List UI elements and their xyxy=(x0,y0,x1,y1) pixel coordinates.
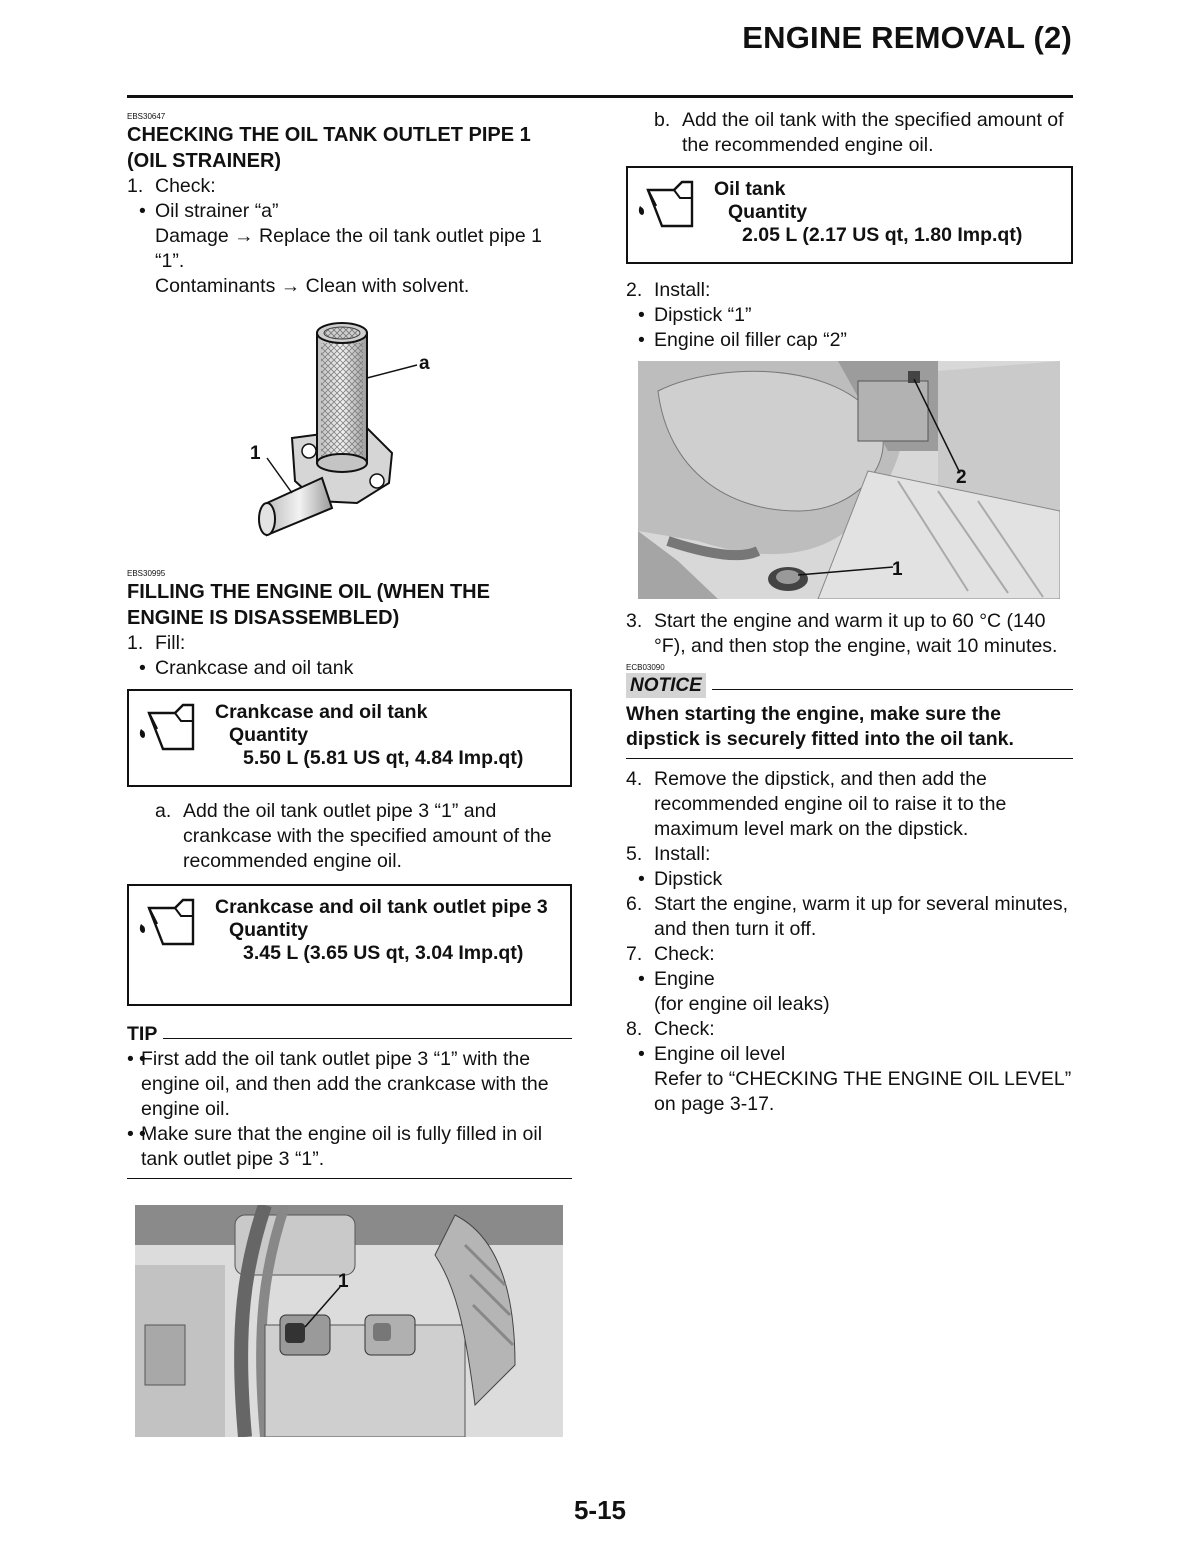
tip-bullet: • • Make sure that the engine oil is fully filled in oil tank outlet pipe 3 “1”. xyxy=(127,1122,572,1172)
bullet-item: • Crankcase and oil tank xyxy=(127,656,572,681)
notice-end-rule xyxy=(626,758,1073,759)
tip-label: TIP xyxy=(127,1023,158,1045)
section-code: EBS30647 xyxy=(127,112,166,121)
section-title-oil-strainer: CHECKING THE OIL TANK OUTLET PIPE 1 (OIL STRAINER) xyxy=(127,124,531,172)
step-text: Install: xyxy=(654,279,711,301)
reference-line: Refer to “CHECKING THE ENGINE OIL LEVEL” on page 3-17. xyxy=(654,1068,1072,1115)
substep-text: Add the oil tank with the specified amount of the recommended engine oil. xyxy=(682,109,1064,156)
detail-line: Damage → Replace the oil tank outlet pipe 1 “1”. xyxy=(155,225,542,272)
step-text: Start the engine, warm it up for several minutes, and then turn it off. xyxy=(654,893,1069,940)
step-number: 8. xyxy=(626,1018,643,1040)
substep-letter: b. xyxy=(654,109,671,131)
step-item xyxy=(626,942,1073,967)
step-number: 4. xyxy=(626,768,643,790)
tip-end-rule xyxy=(127,1178,572,1179)
step-text: Check: xyxy=(654,1018,715,1040)
step-number: 7. xyxy=(626,943,643,965)
bullet-item: • Dipstick xyxy=(626,867,1073,892)
step-text: Start the engine and warm it up to 60 °C (140 °F), and then stop the engine, wait 10 minutes. xyxy=(654,610,1058,657)
photo-callout-1: 1 xyxy=(338,1271,349,1292)
photo-callout-1: 1 xyxy=(892,559,903,580)
figure-callout-a: a xyxy=(419,353,430,374)
step-item xyxy=(626,1017,1073,1042)
substep-text: Add the oil tank outlet pipe 3 “1” and crankcase with the specified amount of the recommended engine oil. xyxy=(183,800,552,872)
title-rule xyxy=(127,95,1073,98)
step-number: 3. xyxy=(626,610,643,632)
step-text: Install: xyxy=(654,843,711,865)
tip-bullet: • • First add the oil tank outlet pipe 3 “1” with the engine oil, and then add the crankcase with the engine oil. xyxy=(127,1047,572,1122)
detail-line: Contaminants → Clean with solvent. xyxy=(155,275,470,297)
bullet-item: • Oil strainer “a” xyxy=(127,199,572,224)
oil-strainer-drawing xyxy=(127,303,572,569)
step-item xyxy=(127,174,572,199)
spec-box-outlet-pipe xyxy=(127,884,572,1006)
spec-box-oil-tank xyxy=(626,166,1073,264)
left-column xyxy=(127,108,572,1437)
step-item xyxy=(626,278,1073,303)
step-text: Check: xyxy=(155,175,216,197)
oil-can-icon xyxy=(135,697,201,755)
section-title-filling-oil: FILLING THE ENGINE OIL (WHEN THE ENGINE IS DISASSEMBLED) xyxy=(127,581,490,629)
page-title: ENGINE REMOVAL (2) xyxy=(742,20,1072,55)
spec-quantity-label: Quantity xyxy=(229,724,309,746)
step-text: Fill: xyxy=(155,632,186,654)
oil-can-icon xyxy=(135,892,201,950)
spec-name: Crankcase and oil tank outlet pipe 3 xyxy=(215,896,548,918)
step-number: 2. xyxy=(626,279,643,301)
step-item xyxy=(626,767,1073,842)
notice-label: NOTICE xyxy=(626,673,706,698)
notice-text: When starting the engine, make sure the dipstick is securely fitted into the oil tank. xyxy=(626,703,1014,750)
substep-item xyxy=(127,799,572,874)
notice-rule xyxy=(712,689,1073,690)
engine-photo-illustration xyxy=(638,361,1060,599)
spec-name: Oil tank xyxy=(714,178,786,200)
bullet-item: • Engine oil level xyxy=(626,1042,1073,1067)
tip-header xyxy=(127,1022,572,1047)
step-item xyxy=(626,842,1073,867)
step-text: Check: xyxy=(654,943,715,965)
bullet-item: • Engine xyxy=(626,967,1073,992)
substep-item xyxy=(626,108,1073,158)
bullet-item: • Engine oil filler cap “2” xyxy=(626,328,1073,353)
step-number: 1. xyxy=(127,632,144,654)
notice-code: ECB03090 xyxy=(626,663,665,672)
spec-name: Crankcase and oil tank xyxy=(215,701,428,723)
page-number: 5-15 xyxy=(573,1495,627,1525)
spec-quantity-value: 3.45 L (3.65 US qt, 3.04 Imp.qt) xyxy=(243,942,524,964)
section-code: EBS30995 xyxy=(127,569,166,578)
step-text: Remove the dipstick, and then add the recommended engine oil to raise it to the maximum level mark on the dipstick. xyxy=(654,768,1007,840)
photo-dipstick-filler-cap xyxy=(638,361,1060,599)
bullet-item: • Dipstick “1” xyxy=(626,303,1073,328)
detail-line: (for engine oil leaks) xyxy=(654,993,830,1015)
step-item xyxy=(127,631,572,656)
step-item xyxy=(626,892,1073,942)
step-number: 1. xyxy=(127,175,144,197)
photo-callout-2: 2 xyxy=(956,467,967,488)
oil-can-icon xyxy=(634,174,700,232)
oil-strainer-figure xyxy=(127,303,572,569)
engine-photo-illustration xyxy=(135,1205,563,1437)
spec-quantity-label: Quantity xyxy=(728,201,808,223)
notice-header xyxy=(626,673,1073,698)
step-number: 6. xyxy=(626,893,643,915)
spec-quantity-value: 5.50 L (5.81 US qt, 4.84 Imp.qt) xyxy=(243,747,524,769)
photo-oil-tank-outlet-pipe xyxy=(135,1205,563,1437)
substep-letter: a. xyxy=(155,800,172,822)
right-column xyxy=(626,108,1073,1117)
spec-box-crankcase-oil-tank xyxy=(127,689,572,787)
spec-quantity-label: Quantity xyxy=(229,919,309,941)
step-item xyxy=(626,609,1073,659)
figure-callout-1: 1 xyxy=(250,443,261,464)
step-number: 5. xyxy=(626,843,643,865)
spec-quantity-value: 2.05 L (2.17 US qt, 1.80 Imp.qt) xyxy=(742,224,1023,246)
tip-rule xyxy=(163,1038,572,1039)
